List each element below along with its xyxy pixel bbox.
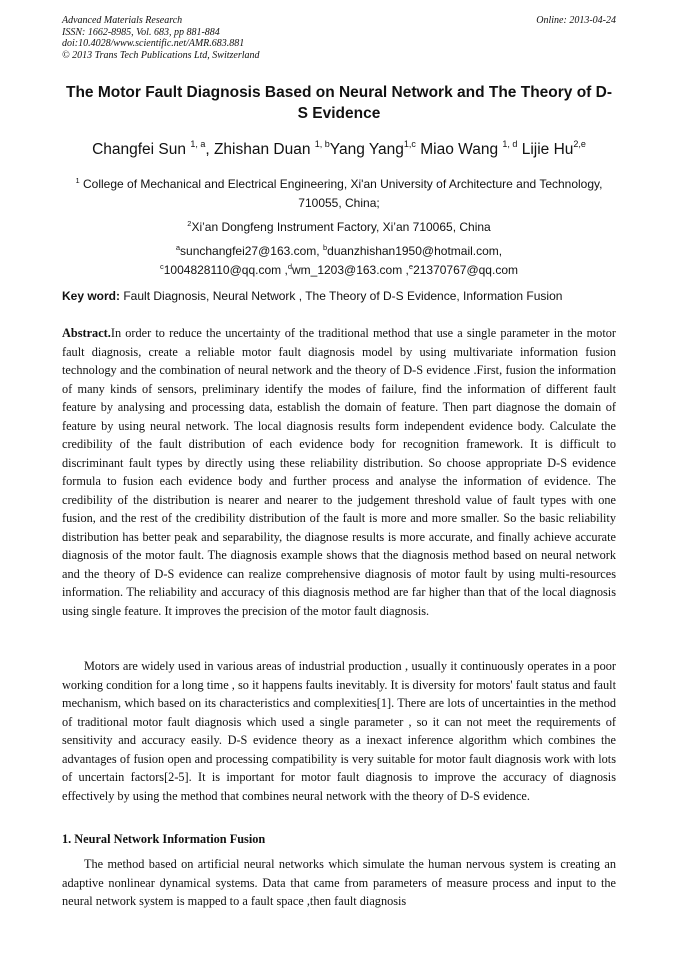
- keywords-label: Key word:: [62, 289, 121, 303]
- email-address: sunchangfei27@163.com,: [180, 244, 323, 258]
- author-list: [62, 140, 616, 160]
- affiliation-mark: 2: [187, 219, 192, 228]
- email-address: 21370767@qq.com: [413, 263, 518, 277]
- email-mark: a: [175, 243, 181, 252]
- email-mark: c: [160, 262, 164, 271]
- email-line: [62, 261, 616, 280]
- journal-header: [62, 15, 616, 61]
- author-affiliation-mark: 1, a: [190, 139, 206, 149]
- online-date: Online: 2013-04-24: [536, 15, 616, 26]
- author-emails: [62, 242, 616, 280]
- author-name: Changfei Sun: [92, 141, 191, 158]
- journal-name: Advanced Materials Research: [62, 15, 183, 26]
- affiliation-mark: 1: [75, 176, 80, 185]
- email-address: duanzhishan1950@hotmail.com,: [327, 244, 503, 258]
- section-heading: 1. Neural Network Information Fusion: [62, 832, 266, 846]
- email-address: 1004828110@qq.com ,: [163, 263, 288, 277]
- keywords-text: Fault Diagnosis, Neural Network , The Theory of D-S Evidence, Information Fusion: [120, 289, 563, 303]
- paper-title: The Motor Fault Diagnosis Based on Neural Network and The Theory of D-S Evidence: [66, 84, 612, 122]
- affiliation-2: [62, 218, 616, 237]
- email-address: wm_1203@163.com ,: [291, 263, 409, 277]
- author-affiliation-mark: 1, b: [314, 139, 330, 149]
- abstract-paragraph: [62, 324, 616, 620]
- doi-line: doi:10.4028/www.scientific.net/AMR.683.881: [62, 38, 245, 49]
- author-name: , Zhishan Duan: [205, 141, 315, 158]
- author-name: Yang Yang: [329, 141, 404, 158]
- author-name: Lijie Hu: [517, 141, 574, 158]
- email-mark: d: [287, 262, 292, 271]
- author-affiliation-mark: 1,c: [403, 139, 416, 149]
- copyright-line: © 2013 Trans Tech Publications Ltd, Switzerland: [62, 49, 260, 61]
- issn-line: ISSN: 1662-8985, Vol. 683, pp 881-884: [62, 26, 220, 38]
- section-1-paragraph: The method based on artificial neural networks which simulate the human nervous system is creating an adaptive nonlinear dynamical systems. Data that came from parameters of measure process and input to the neural network system is mapped to a fault space ,then fault diagnosis: [62, 857, 616, 908]
- affiliation-1: [62, 175, 616, 213]
- abstract-text: In order to reduce the uncertainty of the traditional method that use a single parameter in the motor fault diagnosis, create a reliable motor fault diagnosis model by using multivariate information fusion technology and the combination of neural network and the theory of D-S evidence .First, fusion the information of many kinds of sensors, preliminary identify the modes of failure, find the information of different fault feature by analysing and processing data, establish the domain of feature. Then part diagnose the domain of feature by using neural network. The local diagnosis results form independent evidence body. Calculate the credibility of the fault distribution of each evidence body for recognition framework. It is difficult to discriminant fault types by directly using these reliability distribution. So choose appropriate D-S evidence formula to fusion each evidence body and further process and analyse the information of evidence. The credibility of the distribution is nearer and nearer to the judgement threshold value of fault types with one fusion, and the rest of the credibility distribution of the fault is more and more smaller. So the basic reliability distribution has better peak and separability, the diagnose results is more accurate, and finally achieve accurate diagnosis of the motor fault. The diagnosis example shows that the diagnosis method based on neural network and the theory of D-S evidence can realize comprehensive diagnosis of motor fault by using multi-resources information. The reliability and accuracy of this diagnosis method are far higher than that of the local diagnosis using single feature. It improves the precision of the motor fault diagnosis.: [62, 326, 616, 618]
- author-affiliation-mark: 2,e: [573, 139, 586, 149]
- keywords-line: [62, 288, 616, 304]
- affiliation-text: College of Mechanical and Electrical Engineering, Xi'an University of Architecture and Technology, 710055, China;: [79, 177, 603, 210]
- introduction-paragraph: Motors are widely used in various areas of industrial production , usually it continuously operates in a poor working condition for a long time , so it happens faults inevitably. It is diversity for motors' fault status and fault mechanism, which based on its characteristics and complexities[1]. There are lots of uncertainties in the method of traditional motor fault diagnosis which used a single parameter , so it can not meet the requirements of sensitivity and accuracy easily. D-S evidence theory as a inexact inference algorithm which combines the advantages of fusion open and processing compatibility is very suitable for motor fault diagnosis work with lots of uncertain factors[2-5]. It is important for motor fault diagnosis to improve the accuracy of diagnosis effectively by using the method that combines neural network with the theory of D-S evidence.: [62, 659, 616, 803]
- abstract-label: Abstract.: [62, 326, 111, 340]
- email-mark: e: [408, 262, 414, 271]
- email-mark: b: [322, 243, 328, 252]
- email-line: [62, 242, 616, 261]
- author-affiliation-mark: 1, d: [502, 139, 518, 149]
- affiliation-text: Xi’an Dongfeng Instrument Factory, Xi’an 710065, China: [191, 220, 491, 234]
- author-name: Miao Wang: [415, 141, 503, 158]
